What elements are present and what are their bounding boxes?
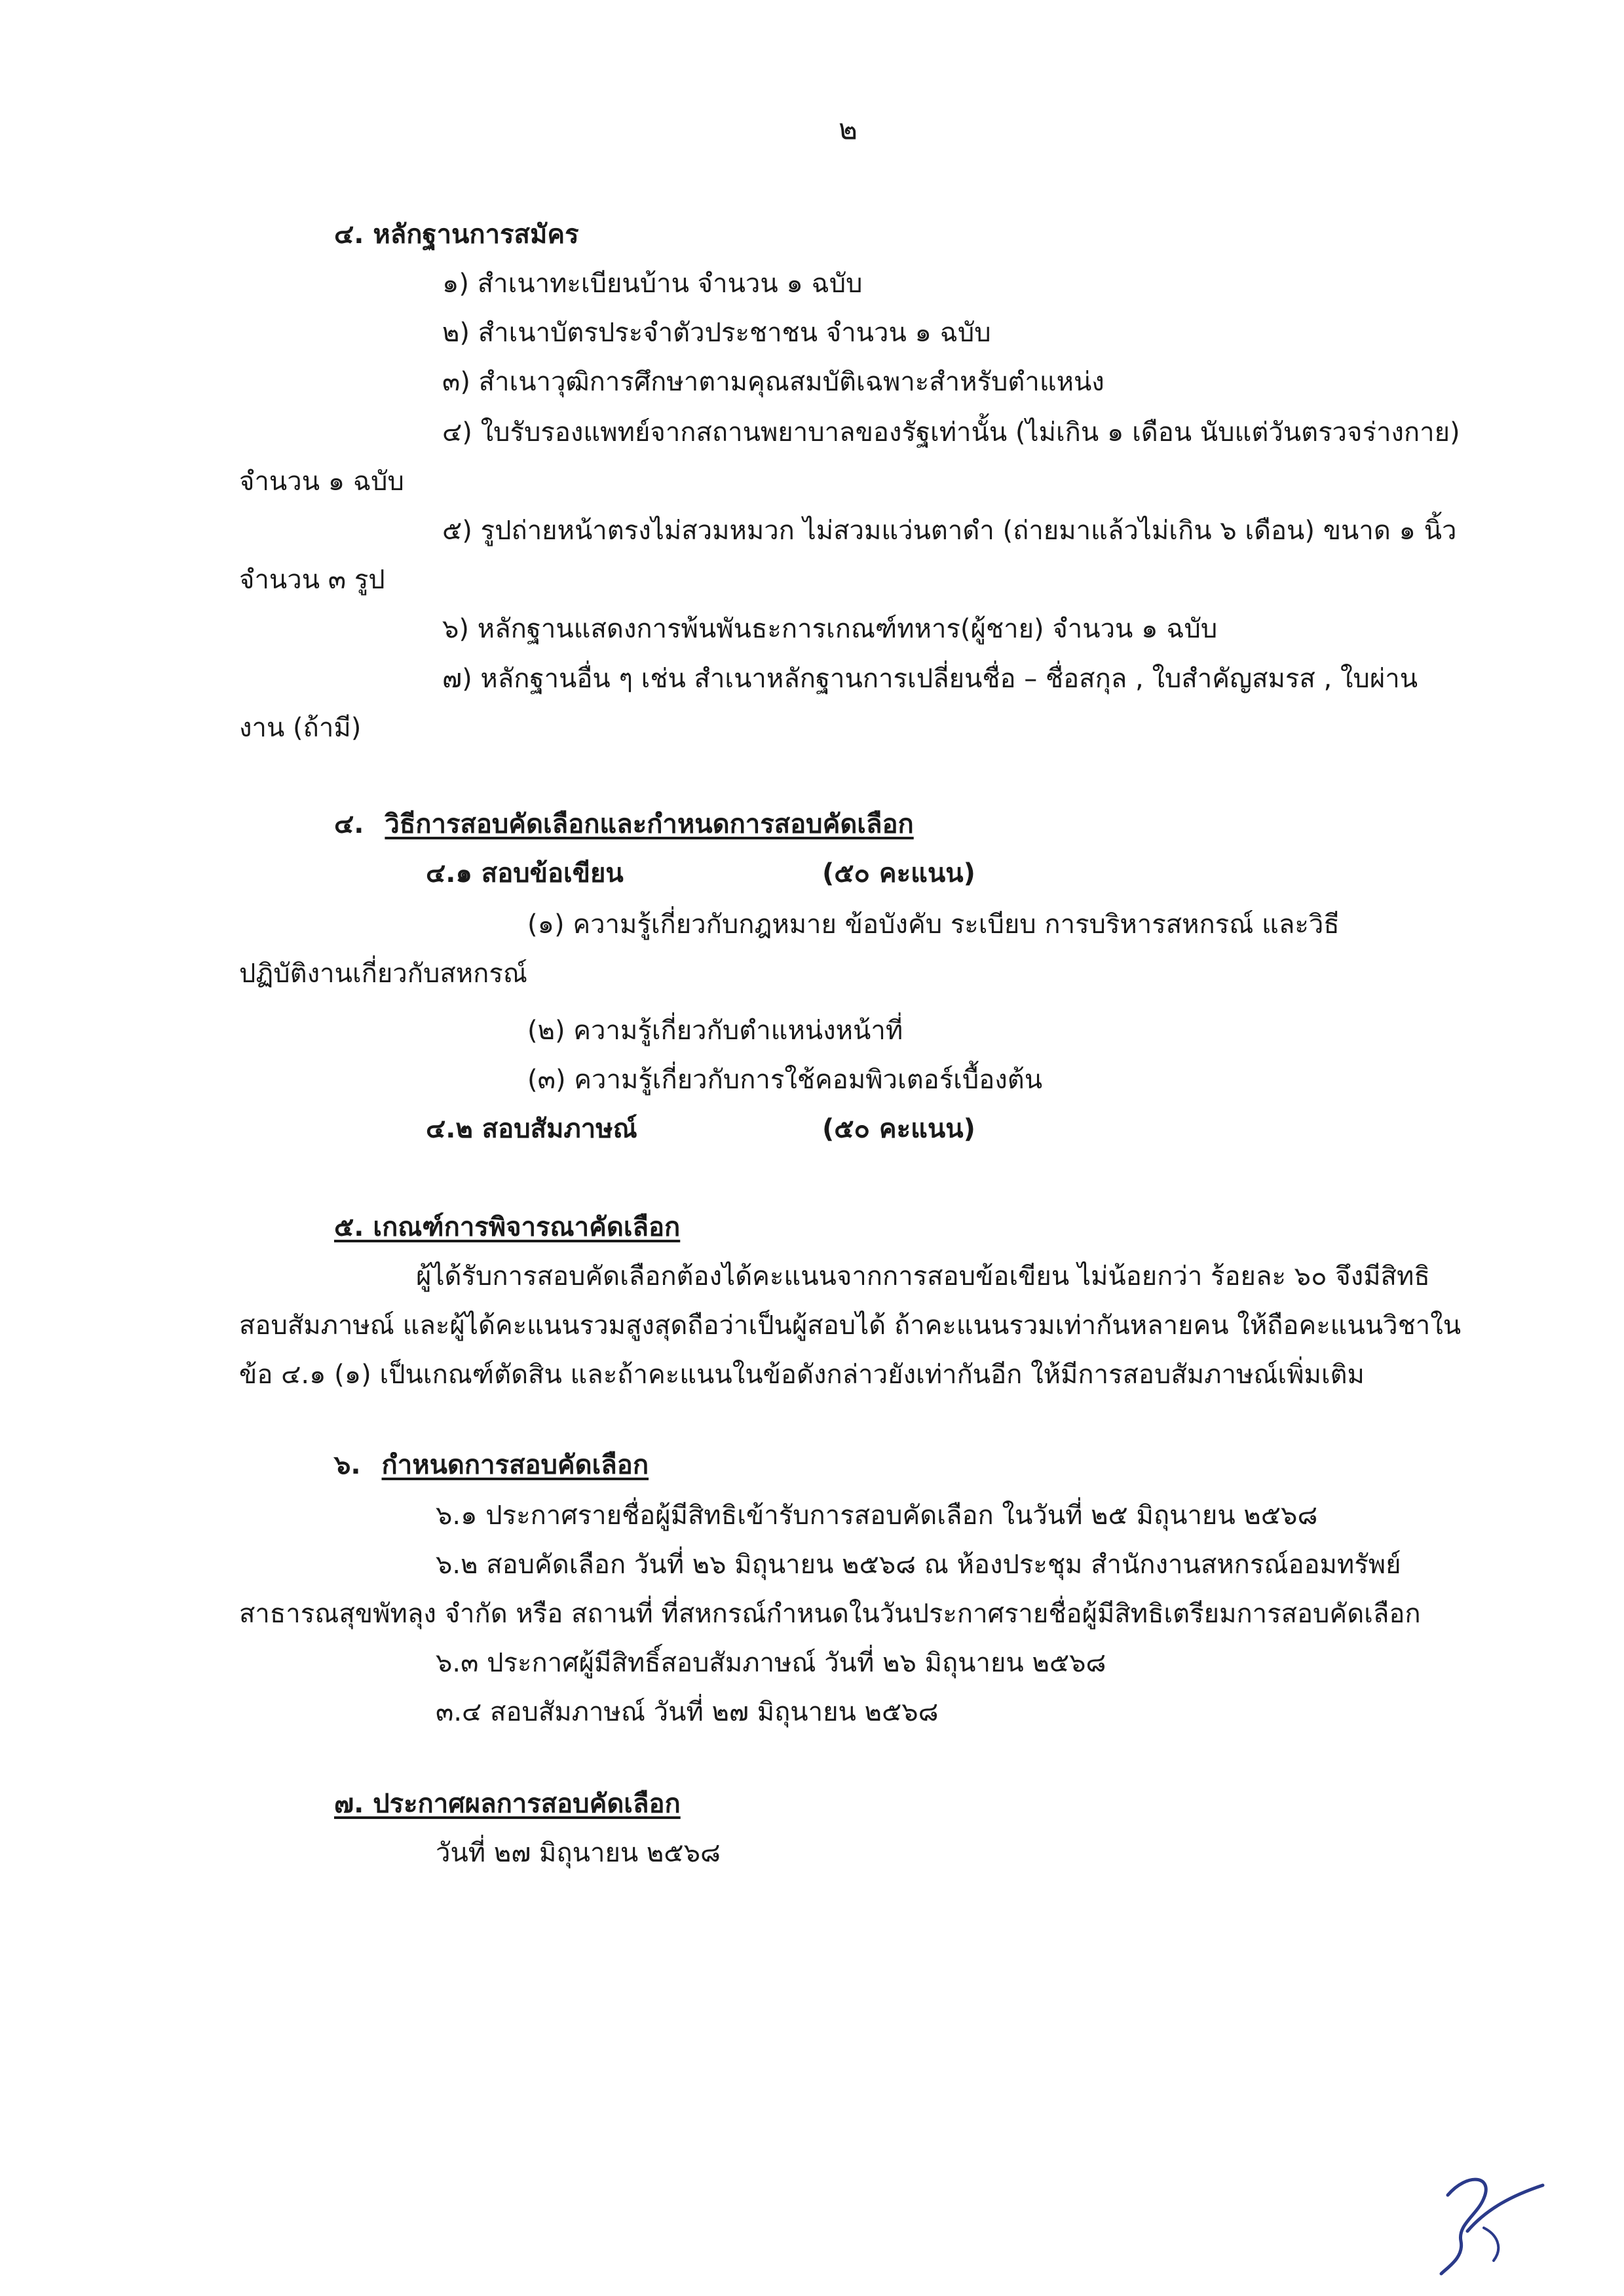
- subsection-4-1-score: (๕๐ คะแนน): [822, 858, 975, 889]
- schedule-line: ๖.๒ สอบคัดเลือก วันที่ ๒๖ มิถุนายน ๒๕๖๘ ณ ห้องประชุม สำนักงานสหกรณ์ออมทรัพย์: [436, 1550, 1401, 1580]
- list-item: (๒) ความรู้เกี่ยวกับตำแหน่งหน้าที่: [527, 1016, 903, 1046]
- list-item: ๔) ใบรับรองแพทย์จากสถานพยาบาลของรัฐเท่านั้น (ไม่เกิน ๑ เดือน นับแต่วันตรวจร่างกาย): [442, 417, 1460, 448]
- section-4a-heading: ๔. หลักฐานการสมัคร: [334, 220, 579, 250]
- section-4b-title: วิธีการสอบคัดเลือกและกำหนดการสอบคัดเลือก: [385, 809, 914, 839]
- schedule-line: ๓.๔ สอบสัมภาษณ์ วันที่ ๒๗ มิถุนายน ๒๕๖๘: [436, 1697, 939, 1727]
- list-item-cont: จำนวน ๑ ฉบับ: [239, 467, 404, 497]
- section-5-heading: ๕. เกณฑ์การพิจารณาคัดเลือก: [334, 1212, 681, 1242]
- section-4b-number: ๔.: [334, 809, 364, 839]
- section-6-number: ๖.: [334, 1450, 361, 1480]
- paragraph-line: สอบสัมภาษณ์ และผู้ได้คะแนนรวมสูงสุดถือว่าเป็นผู้สอบได้ ถ้าคะแนนรวมเท่ากันหลายคน ให้ถือคะแนนวิชาใน: [239, 1311, 1462, 1341]
- schedule-line-cont: สาธารณสุขพัทลุง จำกัด หรือ สถานที่ ที่สหกรณ์กำหนดในวันประกาศรายชื่อผู้มีสิทธิเตรียมการสอบคัดเลือก: [239, 1599, 1421, 1629]
- list-item: (๑) ความรู้เกี่ยวกับกฎหมาย ข้อบังคับ ระเบียบ การบริหารสหกรณ์ และวิธี: [527, 909, 1340, 940]
- list-item: ๕) รูปถ่ายหน้าตรงไม่สวมหมวก ไม่สวมแว่นตาดำ (ถ่ายมาแล้วไม่เกิน ๖ เดือน) ขนาด ๑ นิ้ว: [442, 516, 1457, 546]
- section-7-heading: ๗. ประกาศผลการสอบคัดเลือก: [334, 1789, 681, 1819]
- list-item: ๓) สำเนาวุฒิการศึกษาตามคุณสมบัติเฉพาะสำหรับตำแหน่ง: [442, 367, 1105, 397]
- paragraph-line: ผู้ได้รับการสอบคัดเลือกต้องได้คะแนนจากการสอบข้อเขียน ไม่น้อยกว่า ร้อยละ ๖๐ จึงมีสิทธิ: [416, 1261, 1430, 1292]
- schedule-line: ๖.๓ ประกาศผู้มีสิทธิ์สอบสัมภาษณ์ วันที่ ๒๖ มิถุนายน ๒๕๖๘: [436, 1648, 1106, 1678]
- section-4b-heading: [334, 806, 914, 843]
- list-item-cont: งาน (ถ้ามี): [239, 713, 362, 743]
- page-number: ๒: [839, 113, 858, 146]
- list-item: (๓) ความรู้เกี่ยวกับการใช้คอมพิวเตอร์เบื้องต้น: [527, 1065, 1043, 1095]
- section-6-title: กำหนดการสอบคัดเลือก: [381, 1450, 649, 1480]
- subsection-4-1-label: ๔.๑ สอบข้อเขียน: [426, 858, 624, 889]
- schedule-line: ๖.๑ ประกาศรายชื่อผู้มีสิทธิเข้ารับการสอบคัดเลือก ในวันที่ ๒๕ มิถุนายน ๒๕๖๘: [436, 1501, 1318, 1531]
- list-item-cont: จำนวน ๓ รูป: [239, 565, 385, 595]
- list-item-cont: ปฏิบัติงานเกี่ยวกับสหกรณ์: [239, 959, 527, 989]
- list-item: ๖) หลักฐานแสดงการพ้นพันธะการเกณฑ์ทหาร(ผู้ชาย) จำนวน ๑ ฉบับ: [442, 614, 1218, 644]
- section-6-heading: [334, 1447, 649, 1483]
- subsection-4-2-label: ๔.๒ สอบสัมภาษณ์: [426, 1114, 637, 1144]
- paragraph-line: ข้อ ๔.๑ (๑) เป็นเกณฑ์ตัดสิน และถ้าคะแนนในข้อดังกล่าวยังเท่ากันอีก ให้มีการสอบสัมภาษณ์เพิ่มเติม: [239, 1360, 1365, 1390]
- subsection-4-2-score: (๕๐ คะแนน): [822, 1114, 975, 1144]
- signature: [1422, 2169, 1546, 2280]
- result-date: วันที่ ๒๗ มิถุนายน ๒๕๖๘: [436, 1838, 721, 1868]
- list-item: ๗) หลักฐานอื่น ๆ เช่น สำเนาหลักฐานการเปลี่ยนชื่อ – ชื่อสกุล , ใบสำคัญสมรส , ใบผ่าน: [442, 664, 1418, 694]
- list-item: ๒) สำเนาบัตรประจำตัวประชาชน จำนวน ๑ ฉบับ: [442, 318, 991, 348]
- list-item: ๑) สำเนาทะเบียนบ้าน จำนวน ๑ ฉบับ: [442, 269, 863, 299]
